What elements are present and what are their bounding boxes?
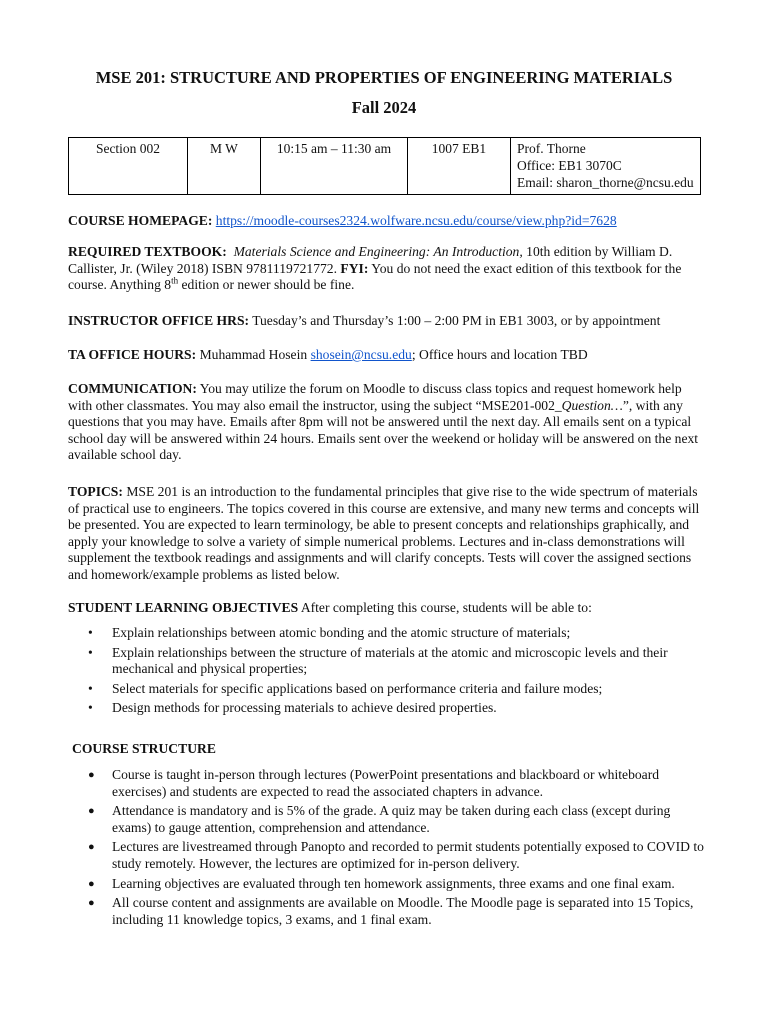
fyi-label: FYI: — [340, 260, 369, 276]
ta-paragraph — [68, 347, 704, 364]
objectives-intro: After completing this course, students will be able to: — [300, 600, 592, 615]
topics-text: MSE 201 is an introduction to the fundamental principles that give rise to the wide spectrum of materials of practical use to engineers. The topics covered in this course are extensive, and many new terms and concepts will be presented. You are expected to learn terminology, be able to present concepts and relationships graphically, and apply your knowledge to solve a variety of simple numerical problems. Lectures and in-class demonstrations will supplement the textbook readings and assignments and will clarify concepts. Tests will cover the assigned sections and homework/example problems as listed below. — [68, 484, 700, 582]
schedule-table — [68, 137, 701, 195]
table-row — [69, 138, 701, 195]
instructor-cell — [511, 138, 701, 195]
instructor-email: Email: sharon_thorne@ncsu.edu — [517, 175, 694, 190]
ta-rest: ; Office hours and location TBD — [411, 347, 588, 362]
ta-email-link[interactable]: shosein@ncsu.edu — [310, 347, 412, 362]
communication-paragraph — [68, 381, 704, 464]
instructor-name: Prof. Thorne — [517, 141, 586, 156]
instructor-office: Office: EB1 3070C — [517, 158, 622, 173]
structure-list — [68, 767, 708, 931]
list-item: ● All course content and assignments are available on Moodle. The Moodle page is separated into 15 Topics, including 11 knowledge topics, 3 exams, and 1 final exam. — [88, 895, 694, 927]
textbook-details: 10th edition by William D. Callister, Jr. (Wiley 2018) ISBN 9781119721772. — [68, 244, 673, 276]
homepage-label: COURSE HOMEPAGE: — [68, 213, 213, 228]
textbook-paragraph — [68, 244, 704, 294]
list-item: • Select materials for specific applications based on performance criteria and failure modes; — [88, 680, 603, 696]
communication-text1: You may utilize the forum on Moodle to discuss class topics and request homework help with other classmates. You may also email the instructor, using the subject “MSE201-002_ — [68, 381, 682, 413]
course-term: Fall 2024 — [351, 98, 417, 117]
time-cell: 10:15 am – 11:30 am — [261, 138, 408, 195]
fyi-text: You do not need the exact edition of this textbook for the course. Anything 8 — [68, 260, 682, 293]
fyi-sup: th — [171, 275, 179, 286]
communication-label: COMMUNICATION: — [68, 381, 197, 396]
list-item: • Explain relationships between atomic bonding and the atomic structure of materials; — [88, 625, 571, 640]
structure-heading — [72, 741, 708, 758]
list-item: • Explain relationships between the structure of materials at the atomic and microscopic levels and their mechanical and physical properties; — [88, 644, 668, 677]
office-hours-paragraph — [68, 313, 704, 330]
office-hours-text: Tuesday’s and Thursday’s 1:00 – 2:00 PM in EB1 3003, or by appointment — [252, 313, 661, 328]
course-title: MSE 201: STRUCTURE AND PROPERTIES OF ENGINEERING MATERIALS — [95, 68, 673, 87]
ta-name: Muhammad Hosein — [199, 347, 308, 362]
list-item: ● Attendance is mandatory and is 5% of the grade. A quiz may be taken during each class (except during exams) to gauge attention, comprehension and attendance. — [88, 803, 671, 835]
topics-label: TOPICS: — [68, 484, 123, 499]
objectives-heading — [68, 600, 704, 617]
list-item: • Design methods for processing materials to achieve desired properties. — [88, 700, 497, 716]
list-item: ● Lectures are livestreamed through Panopto and recorded to permit students potentially exposed to COVID to study remotely. However, the lectures are optimized for in-person delivery. — [88, 839, 704, 871]
structure-label: COURSE STRUCTURE — [72, 741, 216, 756]
objectives-list — [68, 625, 708, 720]
ta-label: TA OFFICE HOURS: — [68, 347, 197, 362]
textbook-label: REQUIRED TEXTBOOK: — [68, 244, 227, 259]
topics-paragraph — [68, 484, 704, 584]
office-hours-label: INSTRUCTOR OFFICE HRS: — [68, 313, 250, 328]
list-item: ● Course is taught in-person through lectures (PowerPoint presentations and blackboard or whiteboard exercises) and students are expected to read the associated chapters in advance. — [88, 767, 660, 799]
communication-text2: ”, with any questions that you may have. Emails after 8pm will not be answered until the next day. All emails sent on a typical school day will be answered within 24 hours. Emails sent over the weekend or holiday will be answered on the next available school day. — [68, 397, 699, 463]
homepage-link[interactable]: https://moodle-courses2324.wolfware.ncsu.edu/course/view.php?id=7628 — [215, 213, 617, 228]
textbook-title: Materials Science and Engineering: An Introduction, — [233, 244, 523, 259]
room-cell: 1007 EB1 — [408, 138, 511, 195]
homepage-paragraph — [68, 213, 704, 230]
list-item: ● Learning objectives are evaluated through ten homework assignments, three exams and one final exam. — [88, 875, 675, 891]
section-cell: Section 002 — [69, 138, 188, 195]
objectives-label: STUDENT LEARNING OBJECTIVES — [68, 600, 299, 615]
fyi-end: edition or newer should be fine. — [181, 277, 355, 293]
communication-italic: Question… — [561, 397, 623, 413]
days-cell: M W — [188, 138, 261, 195]
